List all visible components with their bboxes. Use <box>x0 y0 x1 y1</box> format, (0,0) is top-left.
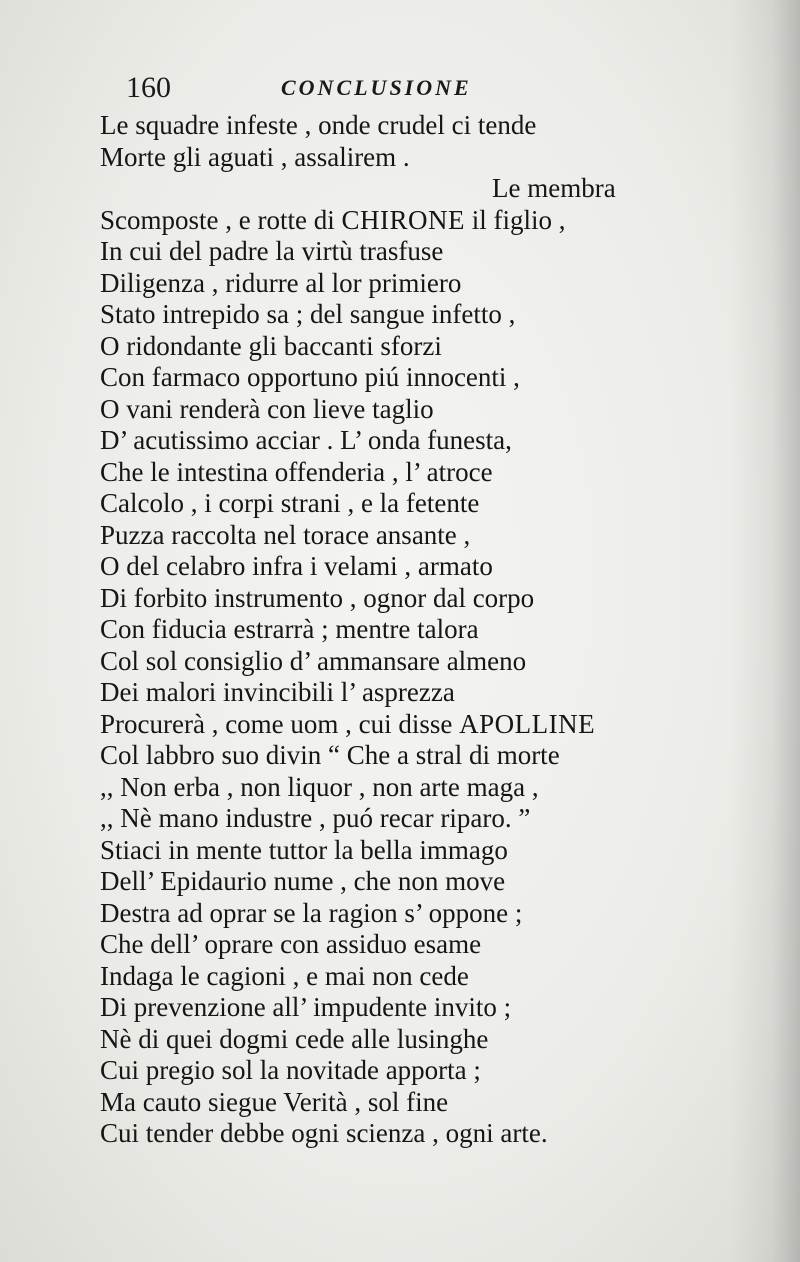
verse-text: In cui del padre la virtù trasfuse <box>100 236 444 266</box>
verse-text: D’ acutissimo acciar . L’ onda funesta, <box>100 425 512 455</box>
verse-text: Stiaci in mente tuttor la bella immago <box>100 834 508 865</box>
verse-name: APOLLINE <box>459 708 596 739</box>
verse-line <box>100 299 720 331</box>
verse-line <box>100 520 720 552</box>
verse-text: Di forbito instrumento , ognor dal corpo <box>100 582 535 613</box>
verse-text: Che le intestina offenderia , l’ atroce <box>100 456 493 487</box>
verse-line <box>100 236 720 268</box>
verse-text: Puzza raccolta nel torace ansante , <box>100 519 471 550</box>
verse-text: Indaga le cagioni , e mai non cede <box>100 960 469 991</box>
verse-text: Calcolo , i corpi strani , e la fetente <box>100 488 480 518</box>
verse-text: Di prevenzione all’ impudente invito ; <box>100 992 512 1022</box>
verse-text: Procurerà , come uom , cui disse <box>100 708 460 739</box>
verse-text: O ridondante gli baccanti sforzi <box>100 330 442 361</box>
verse-line <box>100 1118 720 1150</box>
page-header <box>126 70 586 106</box>
verse-line <box>100 173 720 205</box>
verse-text: Con farmaco opportuno piú innocenti , <box>100 362 520 392</box>
verse-line <box>100 425 720 457</box>
verse-text: Cui pregio sol la novitade apporta ; <box>100 1055 481 1085</box>
verse-line <box>100 331 720 363</box>
verse-line <box>100 205 720 237</box>
verse-text: ,, Non erba , non liquor , non arte maga , <box>100 771 539 802</box>
verse-text: Che dell’ oprare con assiduo esame <box>100 929 482 959</box>
verse-line <box>100 457 720 489</box>
verse-text: Diligenza , ridurre al lor primiero <box>100 267 462 298</box>
verse-name: CHIRONE <box>341 204 465 235</box>
verse-line <box>100 740 720 772</box>
verse-line <box>100 835 720 867</box>
verse-line <box>100 362 720 394</box>
verse-text: Ma cauto siegue Verità , sol fine <box>100 1086 449 1117</box>
verse-line <box>100 992 720 1024</box>
verse-text: Scomposte , e rotte di <box>100 204 342 235</box>
verse-text: Dei malori invincibili l’ asprezza <box>100 677 455 707</box>
verse-line <box>100 142 720 174</box>
verse-line <box>100 551 720 583</box>
verse-text: Destra ad oprar se la ragion s’ oppone ; <box>100 897 523 928</box>
verse-line <box>100 394 720 426</box>
verse-line <box>100 488 720 520</box>
verse-line <box>100 1024 720 1056</box>
verse-text: Stato intrepido sa ; del sangue infetto , <box>100 299 516 329</box>
verse-text: Cui tender debbe ogni scienza , ogni arte. <box>100 1118 548 1148</box>
verse-text: Dell’ Epidaurio nume , che non move <box>100 866 506 896</box>
verse-text: Le squadre infeste , onde crudel ci tende <box>100 110 537 140</box>
verse-line <box>100 866 720 898</box>
verse-line <box>100 646 720 678</box>
verse-text: O vani renderà con lieve taglio <box>100 393 434 424</box>
verse-line <box>100 709 720 741</box>
verse-line <box>100 110 720 142</box>
verse-line <box>100 898 720 930</box>
verse-line <box>100 1087 720 1119</box>
verse-text: Col labbro suo divin “ Che a stral di morte <box>100 740 560 770</box>
verse-text: O del celabro infra i velami , armato <box>100 551 493 581</box>
verse-text: Con fiducia estrarrà ; mentre talora <box>100 614 479 644</box>
verse-line <box>100 677 720 709</box>
verse-text: Morte gli aguati , assalirem . <box>100 141 410 172</box>
page-edge-shadow <box>730 0 800 1262</box>
verse-text: il figlio , <box>464 204 566 235</box>
poem-text <box>100 110 720 1150</box>
verse-line <box>100 929 720 961</box>
verse-text: Le membra <box>492 173 616 203</box>
verse-text: Col sol consiglio d’ ammansare almeno <box>100 645 527 676</box>
verse-line <box>100 772 720 804</box>
verse-line <box>100 583 720 615</box>
page-number: 160 <box>126 71 171 104</box>
running-head: CONCLUSIONE <box>281 75 472 100</box>
verse-line <box>100 961 720 993</box>
verse-text: ,, Nè mano industre , puó recar riparo. ” <box>100 803 531 833</box>
verse-text: Nè di quei dogmi cede alle lusinghe <box>100 1023 489 1054</box>
verse-line <box>100 1055 720 1087</box>
verse-line <box>100 614 720 646</box>
verse-line <box>100 803 720 835</box>
verse-line <box>100 268 720 300</box>
